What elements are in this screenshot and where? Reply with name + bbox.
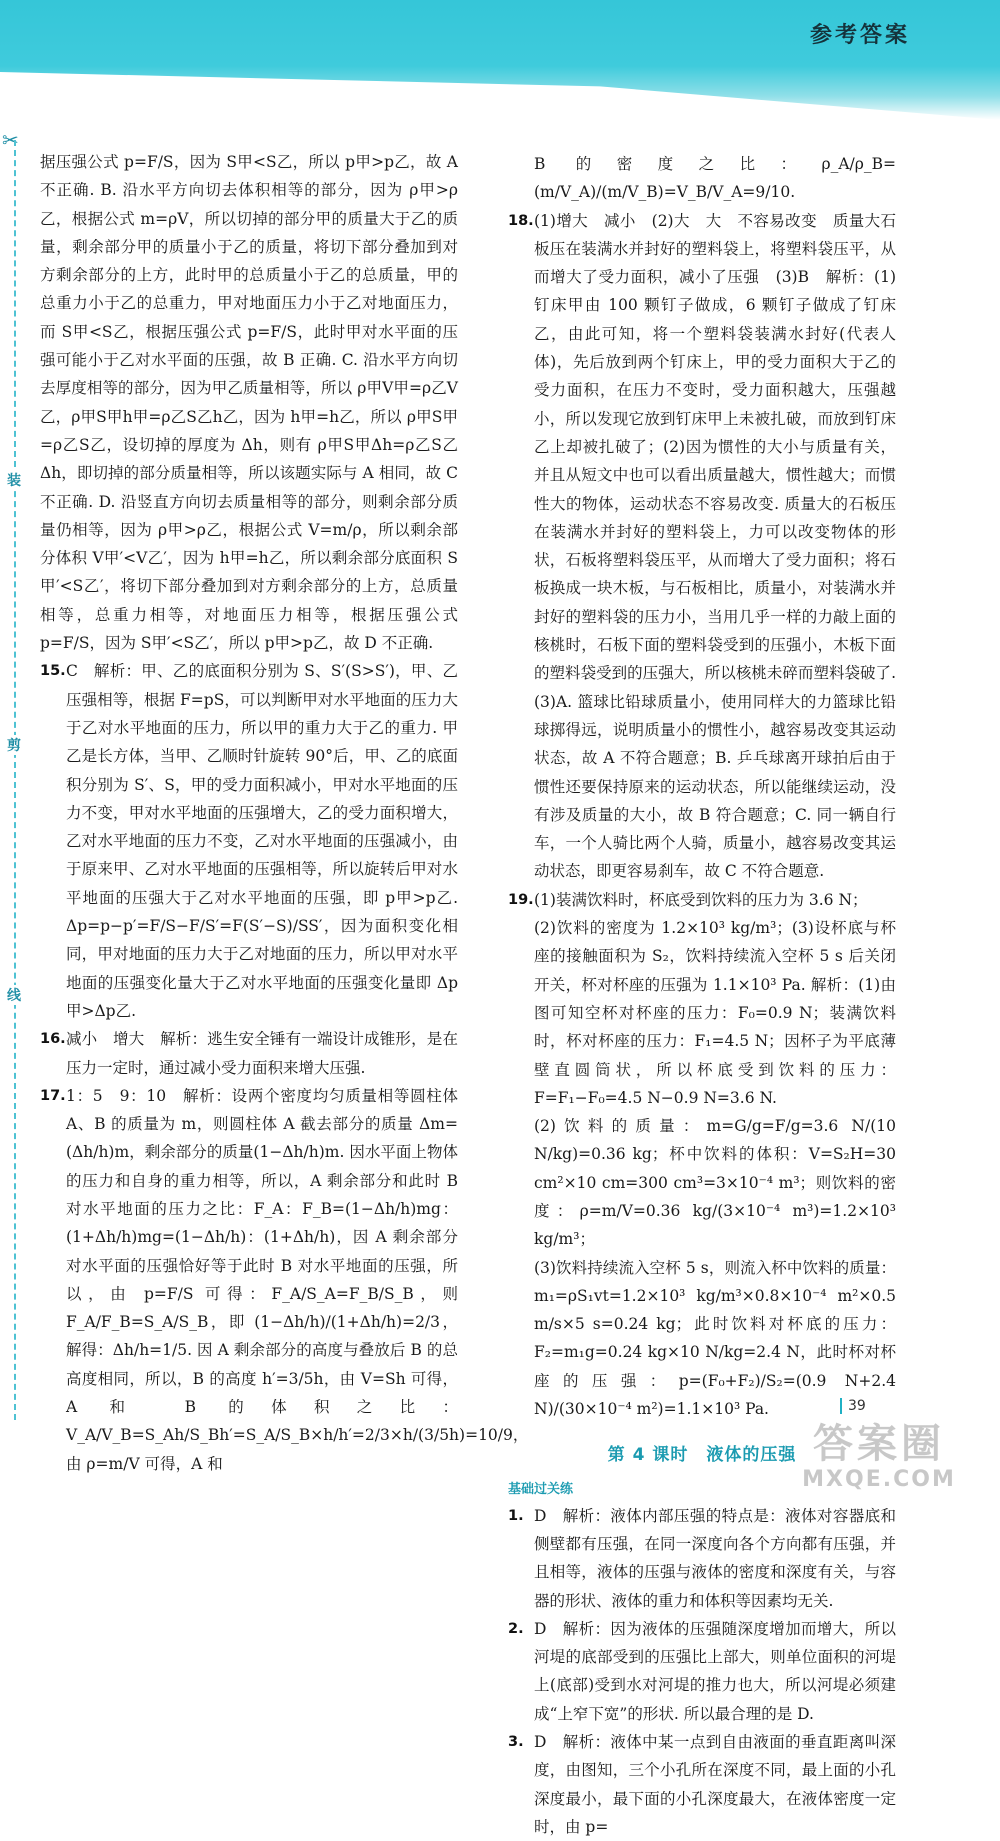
answer-text: 1：5 9：10 解析：设两个密度均匀质量相等圆柱体 A、B 的质量为 m，则圆柱体 A 截去部分的质量 Δm=(Δh/h)m，剩余部分的质量(1−Δh/h)m. 因水平面上物体的压力和自身的重力相等，所以，A 剩余部分和此时 B 对水平地面的压力之比：F_A：F_B=(1−Δh/h)mg：(1+Δh/h)mg=(1−Δh/h)：(1+Δh/h)，因 A 剩余部分对水平面的压强恰好等于此时 B 对水平地面的压强，所以，由 p=F/S 可得：F_A/S_A=F_B/S_B，则 F_A/F_B=S_A/S_B，即 (1−Δh/h)/(1+Δh/h)=2/3，解得：Δh/h=1/5. 因 A 剩余部分的高度与叠放后 B 的总高度相同，所以，B 的高度 h′=3/5h，由 V=Sh 可得，A 和 B 的体积之比：V_A/V_B=S_Ah/S_Bh′=S_A/S_B×h/h′=2/3×h/(3/5h)=10/9，由 ρ=m/V 可得，A 和: [66, 1086, 529, 1473]
watermark-logo: [774, 1421, 984, 1492]
section-title: 基础过关练: [508, 1481, 574, 1497]
margin-label-jian: 剪: [4, 735, 24, 755]
answer-number: 16.: [40, 1031, 66, 1048]
answer-item-16: [40, 1025, 458, 1082]
right-column: [508, 150, 896, 1841]
cut-line: [14, 140, 16, 1420]
section-item-3: [508, 1728, 896, 1841]
answer-text: 减小 增大 解析：逃生安全锤有一端设计成锥形，是在压力一定时，通过减小受力面积来增大压强.: [66, 1030, 458, 1077]
answer-text: (3)饮料持续流入空杯 5 s，则流入杯中饮料的质量：m₁=ρS₁vt=1.2×10³ kg/m³×0.8×10⁻⁴ m²×0.5 m/s×5 s=0.24 kg；此时饮料对杯底的压力：F₂=m₁g=0.24 kg×10 N/kg=2.4 N，此时杯对杯座的压强：p=(F₀+F₂)/S₂=(0.9 N+2.4 N)/(30×10⁻⁴ m²)=1.1×10³ Pa.: [534, 1258, 896, 1419]
answer-number: 1.: [508, 1507, 524, 1524]
answer-item-15: [40, 657, 458, 1025]
answer-text: D 解析：液体内部压强的特点是：液体对容器底和侧壁都有压强，在同一深度向各个方向都有压强，并且相等，液体的压强与液体的密度和深度有关，与容器的形状、液体的重力和体积等因素均无关.: [534, 1506, 896, 1610]
answer-text: B 的密度之比：ρ_A/ρ_B=(m/V_A)/(m/V_B)=V_B/V_A=9/10.: [534, 155, 896, 202]
answer-number: 3.: [508, 1734, 524, 1751]
answer-text: (2)饮料的质量：m=G/g=F/g=3.6 N/(10 N/kg)=0.36 kg；杯中饮料的体积：V=S₂H=30 cm²×10 cm=300 cm³=3×10⁻⁴ m³；则饮料的密度：ρ=m/V=0.36 kg/(3×10⁻⁴ m³)=1.2×10³ kg/m³；: [534, 1117, 896, 1249]
scissors-icon: ✂: [2, 128, 19, 152]
margin-label-xian: 线: [4, 985, 24, 1005]
answer-number: 17.: [40, 1087, 66, 1104]
answer-text: (1)增大 减小 (2)大 大 不容易改变 质量大石板压在装满水并封好的塑料袋上，将塑料袋压平，从而增大了受力面积，减小了压强 (3)B 解析：(1)钉床甲由 100 颗钉子做成，6 颗钉子做成了钉床乙，由此可知，将一个塑料袋装满水封好(代表人体)，先后放到两个钉床上，甲的受力面积大于乙的受力面积，在压力不变时，受力面积越大，压强越小，所以发现它放到钉床甲上未被扎破，而放到钉床乙上却被扎破了；(2)因为惯性的大小与质量有关，并且从短文中也可以看出质量越大，惯性越大；而惯性大的物体，运动状态不容易改变. 质量大的石板压在装满水并封好的塑料袋上，力可以改变物体的形状，石板将塑料袋压平，从而增大了受力面积；将石板换成一块木板，与石板相比，质量小，对装满水并封好的塑料袋的压力小，当用几乎一样的力敲上面的核桃时，石板下面的塑料袋受到的压强小，木板下面的塑料袋受到的压强大，所以核桃未碎而塑料袋破了. (3)A. 篮球比铅球质量小，使用同样大的力篮球比铅球掷得远，说明质量小的惯性小，越容易改变其运动状态，故 A 不符合题意；B. 乒乓球离开球拍后由于惯性还要保持原来的运动状态，所以能继续运动，没有涉及质量的大小，故 B 符合题意；C. 同一辆自行车，一个人骑比两个人骑，质量小，越容易改变其运动状态，即更容易刹车，故 C 不符合题意.: [534, 211, 896, 881]
answer-number: 19.: [508, 891, 534, 908]
answer-item-17: [40, 1082, 529, 1478]
section-item-1: [508, 1502, 896, 1615]
answer-text: 据压强公式 p=F/S，因为 S甲<S乙，所以 p甲>p乙，故 A 不正确. B. 沿水平方向切去体积相等的部分，因为 ρ甲>ρ乙，根据公式 m=ρV，所以切掉的部分甲的质量大于乙的质量，剩余部分甲的质量小于乙的质量，将切下部分叠加到对方剩余部分的上方，此时甲的总质量小于乙的总质量，甲的总重力小于乙的总重力，甲对地面压力小于乙对地面压力，而 S甲<S乙，根据压强公式 p=F/S，此时甲对水平面的压强可能小于乙对水平面的压强，故 B 正确. C. 沿水平方向切去厚度相等的部分，因为甲乙质量相等，所以 ρ甲V甲=ρ乙V乙，ρ甲S甲h甲=ρ乙S乙h乙，因为 h甲=h乙，所以 ρ甲S甲=ρ乙S乙，设切掉的厚度为 Δh，则有 ρ甲S甲Δh=ρ乙S乙Δh，即切掉的部分质量相等，所以该题实际与 A 相同，故 C 不正确. D. 沿竖直方向切去质量相等的部分，则剩余部分质量仍相等，因为 ρ甲>ρ乙，根据公式 V=m/ρ，所以剩余部分体积 V甲′<V乙′，因为 h甲=h乙，所以剩余部分底面积 S甲′<S乙′，将切下部分叠加到对方剩余部分的上方，总质量相等，总重力相等，对地面压力相等，根据压强公式 p=F/S，因为 S甲′<S乙′，所以 p甲>p乙，故 D 不正确.: [40, 153, 458, 653]
page-number: 39: [840, 1398, 866, 1414]
answer-text: (1)装满饮料时，杯底受到饮料的压力为 3.6 N；: [534, 890, 868, 909]
answer-paragraph: [508, 1112, 896, 1253]
answer-text: C 解析：甲、乙的底面积分别为 S、S′(S>S′)，甲、乙压强相等，根据 F=pS，可以判断甲对水平地面的压力大于乙对水平地面的压力，所以甲的重力大于乙的重力. 甲乙是长方体，当甲、乙顺时针旋转 90°后，甲、乙的底面积分别为 S′、S，甲的受力面积减小，甲对水平地面的压力不变，甲对水平地面的压强增大，乙的受力面积增大，乙对水平地面的压力不变，乙对水平地面的压强减小，由于原来甲、乙对水平地面的压强相等，所以旋转后甲对水平地面的压强大于乙对水平地面的压强，即 p甲>p乙. Δp=p−p′=F/S−F/S′=F(S′−S)/SS′，因为面积变化相同，甲对地面的压力大于乙对地面的压力，所以甲对水平地面的压强变化量大于乙对水平地面的压强变化量即 Δp甲>Δp乙.: [66, 662, 458, 1020]
answer-continuation: [40, 148, 458, 657]
watermark-top: 答案圈: [813, 1421, 945, 1467]
answer-text: D 解析：液体中某一点到自由液面的垂直距离叫深度，由图知，三个小孔所在深度不同，最上面的小孔深度最小，最下面的小孔深度最大，在液体密度一定时，由 p=: [534, 1733, 896, 1836]
watermark-bottom: MXQE.COM: [802, 1467, 956, 1492]
margin-label-zhuang: 装: [4, 470, 24, 490]
section-item-2: [508, 1615, 896, 1728]
answer-continuation: [508, 150, 896, 207]
header-title: 参考答案: [809, 23, 910, 48]
answer-item-18: [508, 207, 896, 886]
answer-number: 2.: [508, 1620, 524, 1637]
lesson-title: 第 4 课时 液体的压强: [607, 1445, 797, 1466]
answer-number: 18.: [508, 212, 534, 229]
answer-paragraph: [508, 914, 896, 1112]
answer-text: (2)饮料的密度为 1.2×10³ kg/m³；(3)设杯底与杯座的接触面积为 S₂，饮料持续流入空杯 5 s 后关闭开关，杯对杯座的压强为 1.1×10³ Pa. 解析：(1)由图可知空杯对杯座的压力：F₀=0.9 N；装满饮料时，杯对杯座的压力：F₁=4.5 N；因杯子为平底薄壁直圆筒状，所以杯底受到饮料的压力：F=F₁−F₀=4.5 N−0.9 N=3.6 N.: [534, 919, 896, 1107]
answer-number: 15.: [40, 663, 66, 680]
answer-text: D 解析：因为液体的压强随深度增加而增大，所以河堤的底部受到的压强比上部大，则单位面积的河堤上(底部)受到水对河堤的推力也大，所以河堤必须建成“上窄下宽”的形状. 所以最合理的是 D.: [534, 1619, 896, 1723]
answer-paragraph: [508, 1254, 896, 1424]
answer-item-19: [508, 886, 896, 914]
